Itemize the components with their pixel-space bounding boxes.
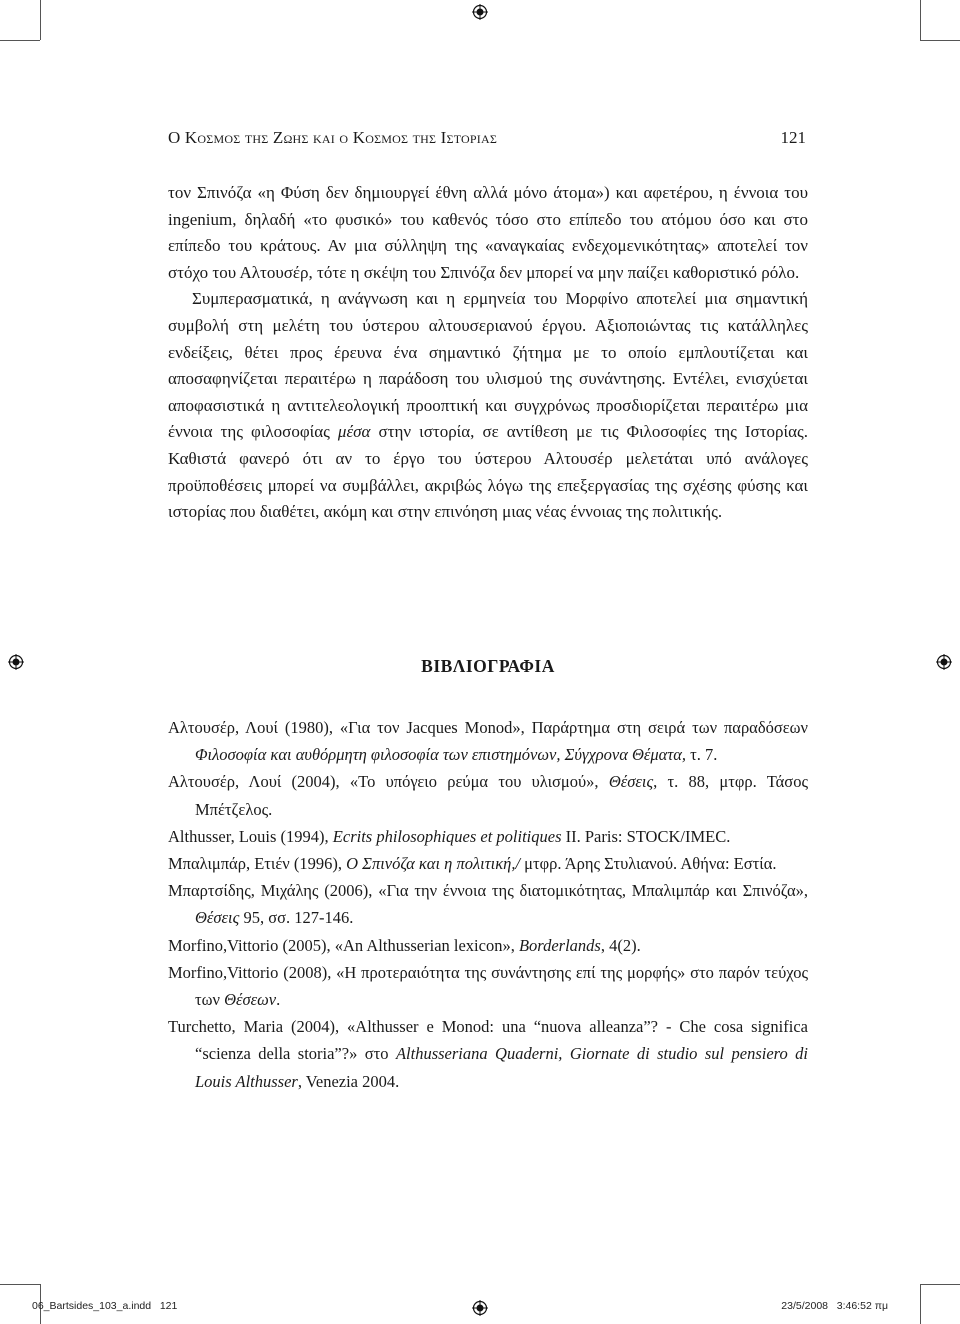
entry-text: Αλτουσέρ, Λουί (1980), «Για τον Jacques Monod», Παράρτημα στη σειρά των παραδόσεων xyxy=(168,718,808,737)
crop-mark-top-left-h xyxy=(0,40,40,41)
entry-text: . xyxy=(276,990,281,1010)
bibliography-entry xyxy=(168,932,808,959)
entry-text: Morfino,Vittorio (2005), «An Althusserian lexicon», xyxy=(168,935,519,955)
entry-title: Φιλοσοφία και αυθόρμητη φιλοσοφία των επιστημόνων, Σύγχρονα Θέματα, xyxy=(195,745,687,765)
bibliography-list xyxy=(168,714,808,1095)
entry-text: τ. 7. xyxy=(686,745,718,765)
bibliography-entry xyxy=(168,714,808,768)
entry-title: Ecrits philosophiques et politiques xyxy=(332,826,562,846)
bibliography-entry xyxy=(168,850,808,877)
crop-mark-top-right xyxy=(920,0,921,40)
bibliography-entry xyxy=(168,768,808,822)
entry-text: Morfino,Vittorio (2008), «Η προτεραιότητα της συνάντησης επί της μορφής» στο παρόν τεύχος των xyxy=(168,962,808,1010)
emphasis-text: μέσα xyxy=(337,422,371,442)
crop-mark-top-left xyxy=(40,0,41,40)
entry-text: , 4(2). xyxy=(600,935,641,955)
entry-title: Θέσεων xyxy=(224,990,277,1010)
bibliography-heading: ΒΙΒΛΙΟΓΡΑΦΙΑ xyxy=(421,656,555,676)
entry-title: Θέσεις xyxy=(608,772,654,792)
registration-mark-icon xyxy=(8,654,24,670)
slug-file-name: 06_Bartsides_103_a.indd 121 xyxy=(32,1300,178,1312)
paragraph xyxy=(168,286,808,525)
bibliography-entry xyxy=(168,959,808,1013)
crop-mark-bottom-left-h xyxy=(0,1284,40,1285)
bibliography-entry xyxy=(168,1013,808,1095)
running-head xyxy=(168,128,806,148)
slug-timestamp: 23/5/2008 3:46:52 πμ xyxy=(781,1300,888,1312)
crop-mark-bottom-right-h xyxy=(920,1284,960,1285)
entry-title: Althusseriana Quaderni, Giornate di studio sul pensiero di Louis Althusser xyxy=(195,1044,808,1091)
page-number: 121 xyxy=(780,128,806,147)
body-text xyxy=(168,180,808,526)
paragraph: τον Σπινόζα «η Φύση δεν δημιουργεί έθνη αλλά μόνο άτομα») και αφετέρου, η έννοια του ingenium, δηλαδή «το φυσικό» του καθενός τόσο στο επίπεδο του ατόμου όσο και στο επίπεδο του κράτους. Αν μια σύλληψη της «αναγκαίας ενδεχομενικότητας» αποτελεί τον στόχο του Αλτουσέρ, τότε η σκέψη του Σπινόζα δεν μπορεί να μην παίζει καθοριστικό ρόλο. xyxy=(168,183,808,282)
crop-mark-bottom-right xyxy=(920,1284,921,1324)
entry-text: Μπαρτσίδης, Μιχάλης (2006), «Για την έννοια της διατομικότητας, Μπαλιμπάρ και Σπινόζα», xyxy=(168,881,808,901)
entry-text: Μπαλιμπάρ, Ετιέν (1996), xyxy=(168,854,347,874)
entry-title: Borderlands xyxy=(518,935,601,955)
entry-text: 95, σσ. 127-146. xyxy=(239,908,354,928)
entry-text: , Venezia 2004. xyxy=(297,1071,400,1091)
registration-mark-icon xyxy=(472,4,488,20)
entry-text: Turchetto, Maria (2004), «Althusser e Monod: una “nuova alleanza”? - Che cosa significa “scienza della storia”?» στο xyxy=(168,1017,808,1064)
entry-text: Αλτουσέρ, Λουί (2004), «Το υπόγειο ρεύμα του υλισμού», xyxy=(168,772,609,792)
paragraph-text: στην ιστορία, σε αντίθεση με τις Φιλοσοφίες της Ιστορίας. Καθιστά φανερό ότι αν το έργο του ύστερου Αλτουσέρ μελετάται υπό ανάλογες προϋποθέσεις μπορεί να συμβάλλει, ακριβώς λόγω της επεξεργασίας της σχέσης φύσης και ιστορίας που διαθέτει, ακόμη και στην επινόηση μιας νέας έννοιας της πολιτικής. xyxy=(168,422,808,522)
entry-text: II. Paris: STOCK/IMEC. xyxy=(561,826,731,846)
running-title: Ο Κοσμος της Ζωης και ο Κοσμος της Ιστοριας xyxy=(168,128,498,147)
bibliography-entry xyxy=(168,823,808,850)
crop-mark-top-right-h xyxy=(920,40,960,41)
entry-text: , τ. 88, μτφρ. Τάσος Μπέτζελος. xyxy=(195,772,808,819)
registration-mark-icon xyxy=(472,1300,488,1316)
entry-title: Ο Σπινόζα και η πολιτική,/ xyxy=(346,854,521,874)
entry-text: Althusser, Louis (1994), xyxy=(168,826,333,846)
bibliography-entry xyxy=(168,877,808,931)
paragraph-text: Συμπερασματικά, η ανάγνωση και η ερμηνεία του Μορφίνο αποτελεί μια σημαντική συμβολή στη μελέτη του ύστερου αλτουσεριανού έργου. Αξιοποιώντας τις κατάλληλες ενδείξεις, θέτει προς έρευνα ένα σημαντικό ζήτημα με το οποίο εμπλουτίζεται και αποσαφηνίζεται περαιτέρω η παράδοση του υλισμού της συνάντησης. Εντέλει, ενισχύεται αποφασιστικά η αντιτελεολογική προοπτική και συγχρόνως προσδιορίζεται περαιτέρω μια έννοια της φιλοσοφίας xyxy=(168,289,808,442)
registration-mark-icon xyxy=(936,654,952,670)
entry-text: μτφρ. Άρης Στυλιανού. Αθήνα: Εστία. xyxy=(520,854,777,874)
entry-title: Θέσεις xyxy=(195,908,240,928)
